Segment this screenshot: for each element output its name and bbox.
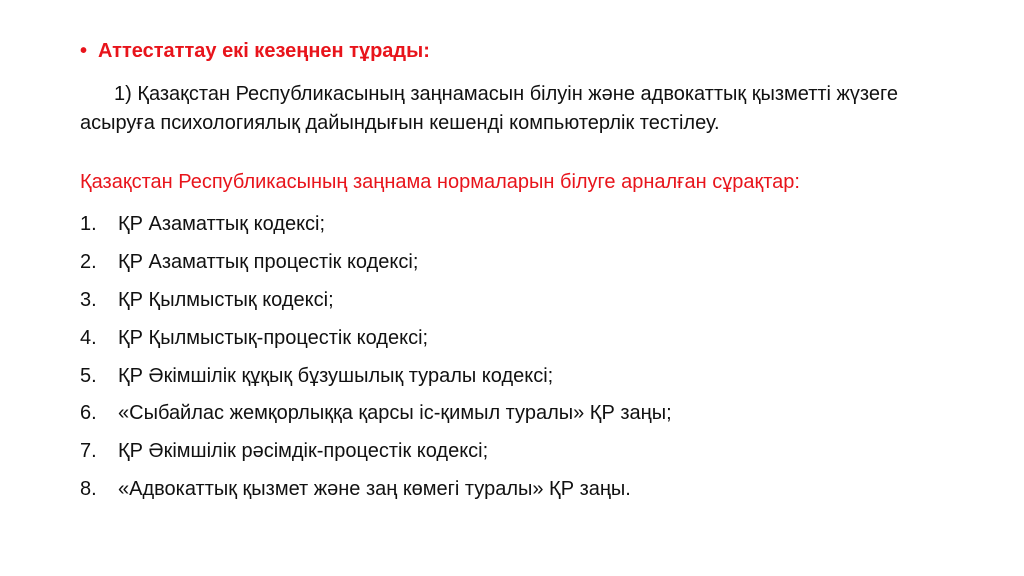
list-item-text: ҚР Қылмыстық-процестік кодексі; — [118, 326, 429, 349]
list-item-text: ҚР Қылмыстық кодексі; — [118, 288, 334, 311]
list-item-text: ҚР Азаматтық кодексі; — [118, 213, 326, 235]
list-item — [80, 324, 672, 362]
list-item-number: 1. — [80, 213, 97, 235]
list-item — [80, 362, 672, 400]
intro-paragraph — [80, 80, 950, 138]
list-item — [80, 475, 672, 513]
slide-heading — [80, 40, 430, 63]
code-list — [80, 210, 672, 513]
heading-text: Аттестаттау екі кезеңнен тұрады: — [98, 40, 430, 62]
list-item-text: «Адвокаттық қызмет және заң көмегі туралы» ҚР заңы. — [118, 478, 631, 501]
list-item-text: «Сыбайлас жемқорлыққа қарсы іс-қимыл туралы» ҚР заңы; — [118, 402, 672, 425]
list-item — [80, 437, 672, 475]
list-item-text: ҚР Азаматтық процестік кодексі; — [118, 250, 419, 273]
list-item-number: 7. — [80, 440, 97, 463]
intro-text: 1) Қазақстан Республикасының заңнамасын білуін және адвокаттық қызметті жүзеге асыруға психологиялық дайындығын кешенді компьютерлік тестілеу. — [80, 83, 898, 134]
list-item-text: ҚР Әкімшілік құқық бұзушылық туралы кодексі; — [118, 364, 554, 387]
list-item-text: ҚР Әкімшілік рәсімдік-процестік кодексі; — [118, 440, 489, 463]
list-item-number: 8. — [80, 478, 97, 501]
list-item-number: 6. — [80, 402, 97, 425]
list-item-number: 4. — [80, 326, 97, 349]
list-item-number: 3. — [80, 288, 97, 311]
list-item — [80, 210, 672, 248]
list-item — [80, 399, 672, 437]
list-item — [80, 286, 672, 324]
list-item — [80, 248, 672, 286]
questions-subheading: Қазақстан Республикасының заңнама нормаларын білуге арналған сұрақтар: — [80, 171, 800, 193]
list-item-number: 5. — [80, 364, 97, 387]
heading-bullet: • — [80, 40, 88, 62]
list-item-number: 2. — [80, 250, 97, 273]
